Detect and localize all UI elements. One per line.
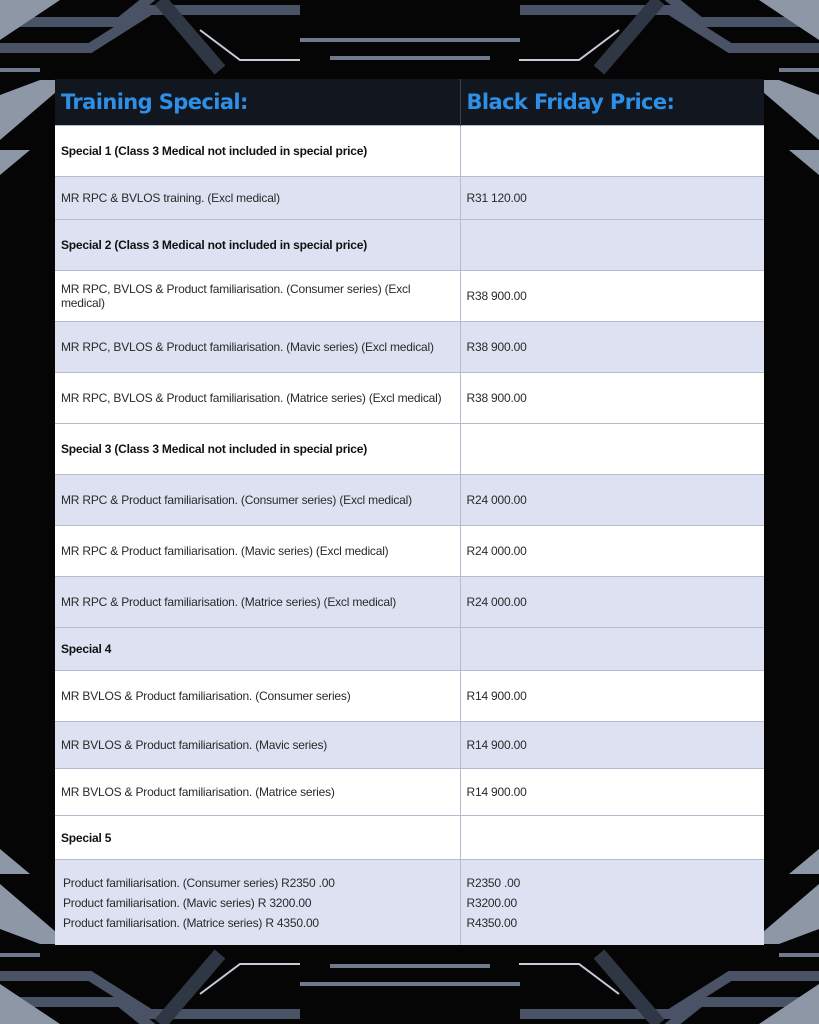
- section-row-special-2: [55, 220, 764, 271]
- pricing-table-card: [55, 79, 764, 945]
- price-cell: R24 000.00: [460, 526, 764, 577]
- price-cell: R31 120.00: [460, 177, 764, 220]
- price-cell: R14 900.00: [460, 722, 764, 769]
- row-label: MR RPC & Product familiarisation. (Consumer series) (Excl medical): [55, 475, 460, 526]
- price-cell: R24 000.00: [460, 475, 764, 526]
- price-cell: [460, 628, 764, 671]
- price-cell: [460, 424, 764, 475]
- table-row: [55, 271, 764, 322]
- section-label: Special 5: [55, 816, 460, 860]
- price-cell: R14 900.00: [460, 769, 764, 816]
- pricing-table: [55, 79, 764, 945]
- table-row: [55, 722, 764, 769]
- header-black-friday-price: Black Friday Price:: [460, 79, 764, 126]
- price-cell: [460, 816, 764, 860]
- price-cell: [460, 220, 764, 271]
- section-label: Special 1 (Class 3 Medical not included in special price): [55, 126, 460, 177]
- table-row: [55, 177, 764, 220]
- section-row-special-1: [55, 126, 764, 177]
- header-training-special: Training Special:: [55, 79, 460, 126]
- price-cell: [460, 126, 764, 177]
- row-label: MR RPC & Product familiarisation. (Mavic series) (Excl medical): [55, 526, 460, 577]
- table-row: [55, 526, 764, 577]
- row-label: MR RPC, BVLOS & Product familiarisation. (Matrice series) (Excl medical): [55, 373, 460, 424]
- section-row-special-4: [55, 628, 764, 671]
- section-label: Special 4: [55, 628, 460, 671]
- row-label: MR RPC, BVLOS & Product familiarisation. (Consumer series) (Excl medical): [55, 271, 460, 322]
- multi-label-cell: [55, 860, 460, 946]
- row-label: MR RPC & BVLOS training. (Excl medical): [55, 177, 460, 220]
- row-label: MR BVLOS & Product familiarisation. (Matrice series): [55, 769, 460, 816]
- row-label: Product familiarisation. (Matrice series) R 4350.00: [63, 915, 319, 930]
- price-cell: R14 900.00: [460, 671, 764, 722]
- section-label: Special 3 (Class 3 Medical not included in special price): [55, 424, 460, 475]
- price-value: R4350.00: [466, 915, 517, 930]
- table-row: [55, 475, 764, 526]
- table-row: [55, 577, 764, 628]
- section-label: Special 2 (Class 3 Medical not included in special price): [55, 220, 460, 271]
- price-cell: R38 900.00: [460, 271, 764, 322]
- table-row: [55, 671, 764, 722]
- section-row-special-5: [55, 816, 764, 860]
- row-label: MR RPC, BVLOS & Product familiarisation. (Mavic series) (Excl medical): [55, 322, 460, 373]
- row-label: MR RPC & Product familiarisation. (Matrice series) (Excl medical): [55, 577, 460, 628]
- price-value: R3200.00: [466, 895, 517, 910]
- price-value: R2350 .00: [466, 875, 521, 890]
- table-row: [55, 373, 764, 424]
- table-header-row: [55, 79, 764, 126]
- price-cell: R24 000.00: [460, 577, 764, 628]
- row-label: Product familiarisation. (Consumer series) R2350 .00: [63, 875, 335, 890]
- price-cell: R38 900.00: [460, 373, 764, 424]
- table-row-multi: [55, 860, 764, 946]
- row-label: MR BVLOS & Product familiarisation. (Mavic series): [55, 722, 460, 769]
- row-label: Product familiarisation. (Mavic series) R 3200.00: [63, 895, 312, 910]
- price-cell: R38 900.00: [460, 322, 764, 373]
- section-row-special-3: [55, 424, 764, 475]
- table-row: [55, 769, 764, 816]
- multi-price-cell: [460, 860, 764, 946]
- row-label: MR BVLOS & Product familiarisation. (Consumer series): [55, 671, 460, 722]
- table-row: [55, 322, 764, 373]
